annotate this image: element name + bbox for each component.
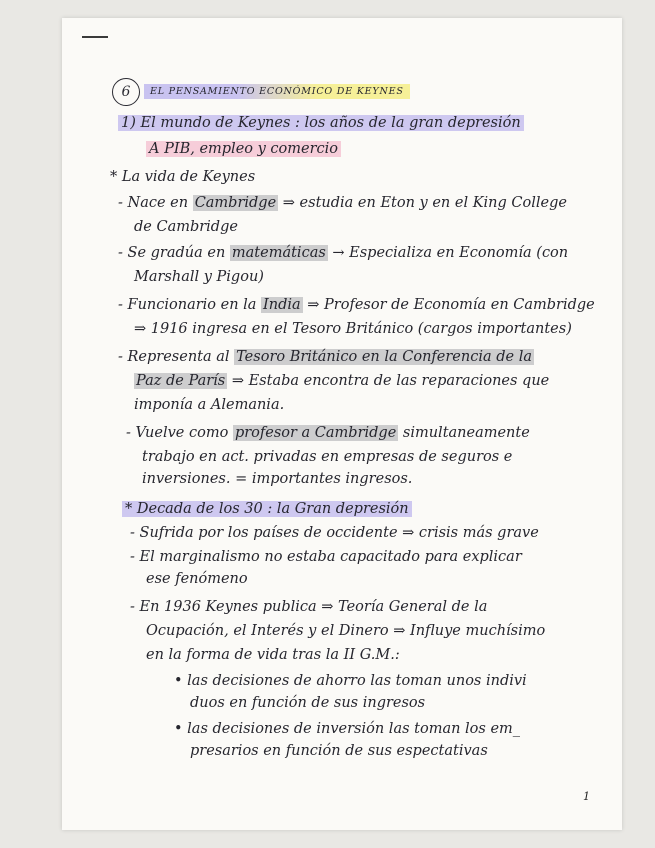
item-repr-a xyxy=(118,348,534,366)
item-gradua-b: Marshall y Pigou) xyxy=(134,269,264,285)
item-repr-c: imponía a Alemania. xyxy=(134,397,285,413)
bullet-2b: presarios en función de sus espectativas xyxy=(190,743,488,759)
highlight: matemáticas xyxy=(231,245,326,261)
bullet-1a: • las decisiones de ahorro las toman unos indivi xyxy=(174,673,527,689)
text: - Se gradúa en xyxy=(118,245,230,261)
item-marg-a: - El marginalismo no estaba capacitado para explicar xyxy=(130,549,522,565)
item-vuelve-a xyxy=(126,424,530,442)
subheading-text: 1) El mundo de Keynes : los años de la gran depresión xyxy=(118,115,524,131)
item-nace-b: de Cambridge xyxy=(134,219,238,235)
heading-vida: * La vida de Keynes xyxy=(110,169,256,185)
text: → Especializa en Economía (con xyxy=(327,245,569,261)
item-repr-b xyxy=(134,372,549,390)
heading-decada xyxy=(122,500,412,518)
highlight: India xyxy=(263,297,301,313)
item-func-a xyxy=(118,296,595,314)
text: - Funcionario en la xyxy=(118,297,262,313)
item-func-b: ⇒ 1916 ingresa en el Tesoro Británico (cargos importantes) xyxy=(134,321,572,337)
page-corner-dash xyxy=(82,36,108,38)
subheading-1-sub xyxy=(146,140,341,158)
heading-decada-text: * Decada de los 30 : la Gran depresión xyxy=(122,501,412,517)
text: - Representa al xyxy=(118,349,235,365)
highlight: Paz de París xyxy=(136,373,226,389)
item-vuelve-c: inversiones. = importantes ingresos. xyxy=(142,471,413,487)
item-nace-a xyxy=(118,194,567,212)
item-1936-b: Ocupación, el Interés y el Dinero ⇒ Influye muchísimo xyxy=(146,623,546,639)
item-1936-a: - En 1936 Keynes publica ⇒ Teoría General de la xyxy=(130,599,488,615)
section-number: 6 xyxy=(112,78,140,106)
text: simultaneamente xyxy=(398,425,530,441)
text: ⇒ Estaba encontra de las reparaciones que xyxy=(227,373,550,389)
item-sufrida: - Sufrida por los países de occidente ⇒ crisis más grave xyxy=(130,525,539,541)
text: ⇒ estudia en Eton y en el King College xyxy=(278,195,567,211)
text: - Vuelve como xyxy=(126,425,233,441)
bullet-1b: duos en función de sus ingresos xyxy=(190,695,426,711)
item-gradua-a xyxy=(118,244,568,262)
bullet-2a: • las decisiones de inversión las toman los em_ xyxy=(174,721,521,737)
item-marg-b: ese fenómeno xyxy=(146,571,248,587)
highlight: Cambridge xyxy=(194,195,277,211)
text: - Nace en xyxy=(118,195,193,211)
item-vuelve-b: trabajo en act. privadas en empresas de seguros e xyxy=(142,449,513,465)
highlight: profesor a Cambridge xyxy=(234,425,397,441)
subheading-sub-text: A PIB, empleo y comercio xyxy=(146,141,341,157)
subheading-1 xyxy=(118,114,524,132)
page-number: 1 xyxy=(583,790,590,803)
item-1936-c: en la forma de vida tras la II G.M.: xyxy=(146,647,400,663)
text: ⇒ Profesor de Economía en Cambridge xyxy=(302,297,595,313)
page-title: EL PENSAMIENTO ECONÓMICO DE KEYNES xyxy=(144,84,410,99)
highlight: Tesoro Británico en la Conferencia de la xyxy=(236,349,532,365)
